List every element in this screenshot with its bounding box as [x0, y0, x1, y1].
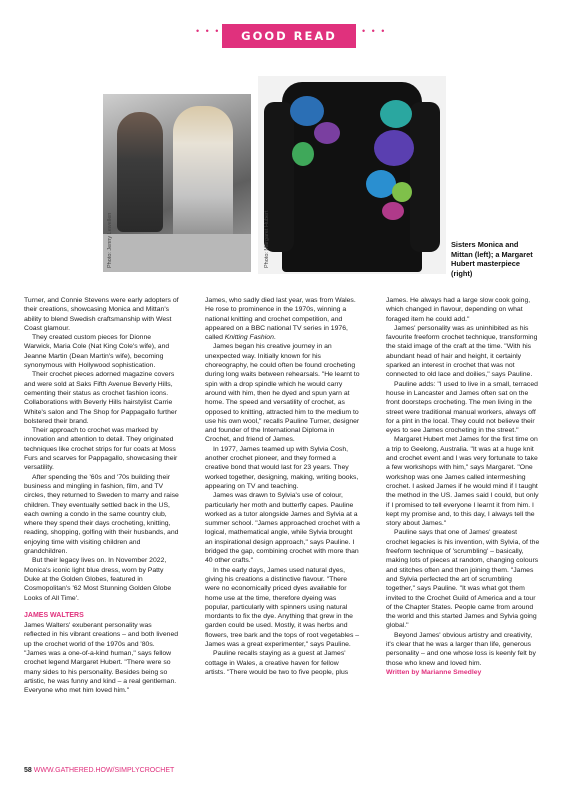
paragraph: Pauline adds: "I used to live in a small, terraced house in Lancaster and James often sat on the front doorsteps crocheting. The men living in the street were traditional manual workers, always off for a pint in the local. They could not believe their eyes to see James crocheting in the street." — [386, 380, 538, 435]
subheading: JAMES WALTERS — [24, 611, 84, 619]
page-footer — [24, 767, 174, 774]
column-1 — [24, 296, 179, 695]
photo-caption: Sisters Monica and Mittan (left); a Margaret Hubert masterpiece (right) — [451, 240, 533, 278]
banner-deco-right: • • • — [362, 26, 387, 36]
section-banner: GOOD READ — [222, 24, 356, 48]
photo-credit-right: Photo: Margaret Hubert — [264, 210, 270, 268]
paragraph: But their legacy lives on. In November 2022, Monica's iconic light blue dress, worn by Patty Duke at the Golden Globes, featured in Cosmopolitan's '62 Most Stunning Golden Globe Looks of All Time'. — [24, 557, 172, 602]
paragraph: James began his creative journey in an unexpected way. Initially known for his choreography, he could often be found crocheting during long waits between rehearsals. "He learnt to spin with a drop spindle which he would carry around with him, then he dyed and spun yarn at home. The speed and versatility of crochet, as opposed to knitting, attracted him to the medium to use his own wool," recalls Pauline Turner, designer and founder of the International Diploma in Crochet, and friend of James. — [205, 343, 360, 444]
paragraph: After spending the '60s and '70s building their business and mingling in fashion, film, and TV circles, they returned to Sweden to marry and raise children. They eventually settled back in the US, each owning a condo in the same country club, where they spend their days crocheting, knitting, reading, shopping, golfing with their husbands, and enjoying time with visiting children and grandchildren. — [24, 473, 179, 556]
show-title: Knitting Fashion — [224, 334, 274, 342]
photo-sisters — [103, 94, 251, 272]
banner-deco-left: • • • — [196, 26, 221, 36]
paragraph: Their crochet pieces adorned magazine covers and were sold at Saks Fifth Avenue Beverly Hills, cementing their status as crochet fashion icons. Collaborations with Beverly Hills hairstylist Carrie White's salon and The Shop for Pappagallo further bolstered their brand. — [24, 371, 177, 425]
paragraph: James. He always had a large slow cook going, which changed in flavour, depending on what foraged item he could add." — [386, 297, 531, 323]
column-2 — [205, 296, 360, 677]
text-run: . — [273, 334, 276, 342]
paragraph: James' personality was as uninhibited as his favourite freeform crochet technique, transforming the staid image of the craft at the time. "With his abundant head of hair and height, it certainly sparked an interest in crochet that was not connected to old lace and doilies," says Pauline. — [386, 324, 538, 379]
photo-credit-left: Photo: Jenny Lewellen — [107, 212, 113, 268]
page-number: 58 — [24, 767, 32, 774]
footer-url[interactable]: WWW.GATHERED.HOW/SIMPLYCROCHET — [33, 767, 175, 774]
byline: Written by Marianne Smedley — [386, 668, 482, 676]
paragraph: They created custom pieces for Dionne Warwick, Maria Cole (Nat King Cole's wife), and Jeanne Martin (Dean Martin's wife), becoming synonymous with Hollywood sophistication. — [24, 334, 170, 370]
paragraph — [205, 296, 360, 342]
paragraph: Pauline says that one of James' greatest crochet legacies is his invention, with Sylvia, of the freeform technique of 'scrumbling' – basically, making lots of pieces at random, changing colours and stitches often and then joining them. "James and Sylvia perfected the art of scrumbling together," says Pauline. "It was what got them invited to the Crochet Guild of America and a tour of the Chapter States. People came from around the world and this started James and Sylvia going global." — [386, 529, 540, 630]
paragraph: Their approach to crochet was marked by innovation and attention to detail. They originated techniques like crochet strips for fur coats at Moss Furs and scarves for Pappagallo, showcasing their versatility. — [24, 427, 178, 472]
paragraph: In 1977, James teamed up with Sylvia Cosh, another crochet pioneer, and they formed a creative bond that would last for 23 years. They worked together, designing, making, writing books, appearing on TV and teaching. — [205, 445, 359, 490]
text-run: James, who sadly died last year, was from Wales. He rose to prominence in the 1970s, winning a national knitting and crochet competition, and appeared on a BBC national TV series in 1976, called — [205, 297, 356, 342]
paragraph: In the early days, James used natural dyes, giving his creations a distinctive flavour. "There were no economically priced dyes available for home use at the time, therefore dyeing was popular, particularly with spinners using natural mordants to fix the dye. Anything that grew in the garden could be used. Mostly, it was herbs and flowers, tree bark and the tops of root vegetables – James was a great experimenter," says Pauline. — [205, 566, 360, 648]
column-3 — [386, 296, 541, 677]
paragraph: Beyond James' obvious artistry and creativity, it's clear that he was a larger than life, generous personality – and one whose loss is keenly felt by those who knew and loved him. — [386, 631, 536, 667]
paragraph: Pauline recalls staying as a guest at James' cottage in Wales, a creative haven for fellow artists. "There would be two to five people, plus — [205, 650, 349, 676]
photo-jacket — [258, 76, 446, 274]
paragraph: Margaret Hubert met James for the first time on a trip to Geelong, Australia. "It was at a huge knit and crochet event and I was very fortunate to take a few workshops with him," says Margaret. "One workshop was one James called intermeshing crochet. I asked James if he would mind if I taught the method in the US. James said I could, but only if I promised to tell everyone I learnt it from him. I kept my promise and, to this day, I always tell the story about James." — [386, 436, 539, 528]
paragraph: James was drawn to Sylvia's use of colour, particularly her moth and butterfly capes. Pauline worked as a tutor alongside James and Sylvia at a summer school. "James approached crochet with a logical, mathematical angle, while Sylvia brought an inspirational design approach," says Pauline. I bridged the gap, combining crochet with more than 40 other crafts." — [205, 492, 360, 565]
paragraph: Turner, and Connie Stevens were early adopters of their creations, showcasing Monica and Mittan's ability to blend Swedish craftsmanship with West Coast glamour. — [24, 297, 179, 332]
paragraph: James Walters' exuberant personality was reflected in his vibrant creations – and both livened up the crochet world of the 1970s and '80s. "James was a one-of-a-kind human," says fellow crochet legend Margaret Hubert. "There were so many sides to his personality. Besides being so artistic, he was funny and kind – a real gentleman. Everyone who met him loved him." — [24, 622, 179, 695]
